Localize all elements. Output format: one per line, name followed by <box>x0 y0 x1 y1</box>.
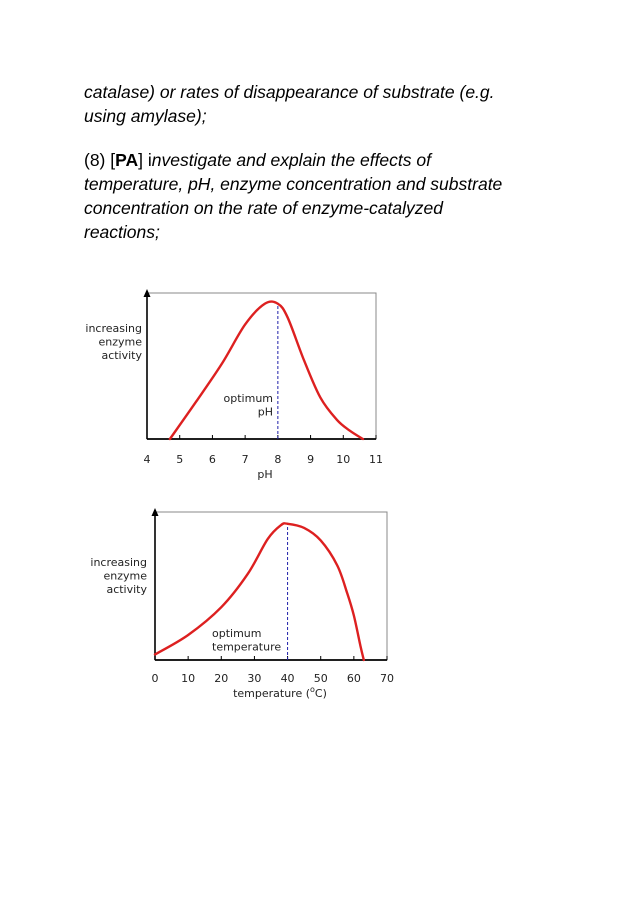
optimum-annotation: optimum <box>212 627 262 640</box>
x-tick-label: 70 <box>380 672 394 685</box>
x-axis-label <box>233 685 327 700</box>
x-tick-label: 30 <box>247 672 262 685</box>
optimum-annotation: optimum <box>223 392 273 405</box>
para2-line1: nvestigate and explain the effects of <box>151 150 431 170</box>
x-tick-label: 10 <box>336 453 351 466</box>
x-axis-label: pH <box>257 468 273 481</box>
x-tick-label: 8 <box>274 453 282 466</box>
x-tick-label: 4 <box>143 453 151 466</box>
x-tick-label: 5 <box>176 453 184 466</box>
x-tick-label: 0 <box>151 672 159 685</box>
optimum-annotation: pH <box>257 405 273 419</box>
y-axis-label-line: increasing <box>85 322 142 335</box>
x-tick-label: 60 <box>346 672 361 685</box>
x-tick-label: 40 <box>280 672 295 685</box>
y-axis-label-line: enzyme <box>98 335 142 349</box>
objective-number: (8) [ <box>84 150 116 170</box>
y-axis-label-line: enzyme <box>103 569 147 583</box>
x-tick-label: 11 <box>369 453 383 466</box>
x-tick-label: 7 <box>241 453 249 466</box>
x-tick-label: 10 <box>181 672 196 685</box>
x-axis-label-prefix: temperature ( <box>233 687 311 700</box>
x-tick-label: 9 <box>307 453 315 466</box>
x-axis-label-suffix: C) <box>314 687 327 700</box>
y-axis-label-line: activity <box>101 349 142 362</box>
para1-line1: catalase) or rates of disappearance of substrate (e.g. <box>84 82 495 102</box>
para1-line2: using amylase); <box>84 106 207 126</box>
degree-symbol: o <box>310 685 315 694</box>
objective-code: PA <box>115 150 139 170</box>
y-axis-label-line: increasing <box>90 556 147 569</box>
para2-line2: temperature, pH, enzyme concentration and substrate <box>84 174 503 194</box>
x-tick-label: 20 <box>214 672 229 685</box>
objective-bracket: ] i <box>138 150 152 170</box>
optimum-annotation: temperature <box>212 640 282 654</box>
para2-line4: reactions; <box>84 222 160 242</box>
x-tick-label: 50 <box>313 672 328 685</box>
y-axis-label-line: activity <box>106 583 147 596</box>
x-tick-label: 6 <box>208 453 216 466</box>
para2-line3: concentration on the rate of enzyme-catalyzed <box>84 198 443 218</box>
